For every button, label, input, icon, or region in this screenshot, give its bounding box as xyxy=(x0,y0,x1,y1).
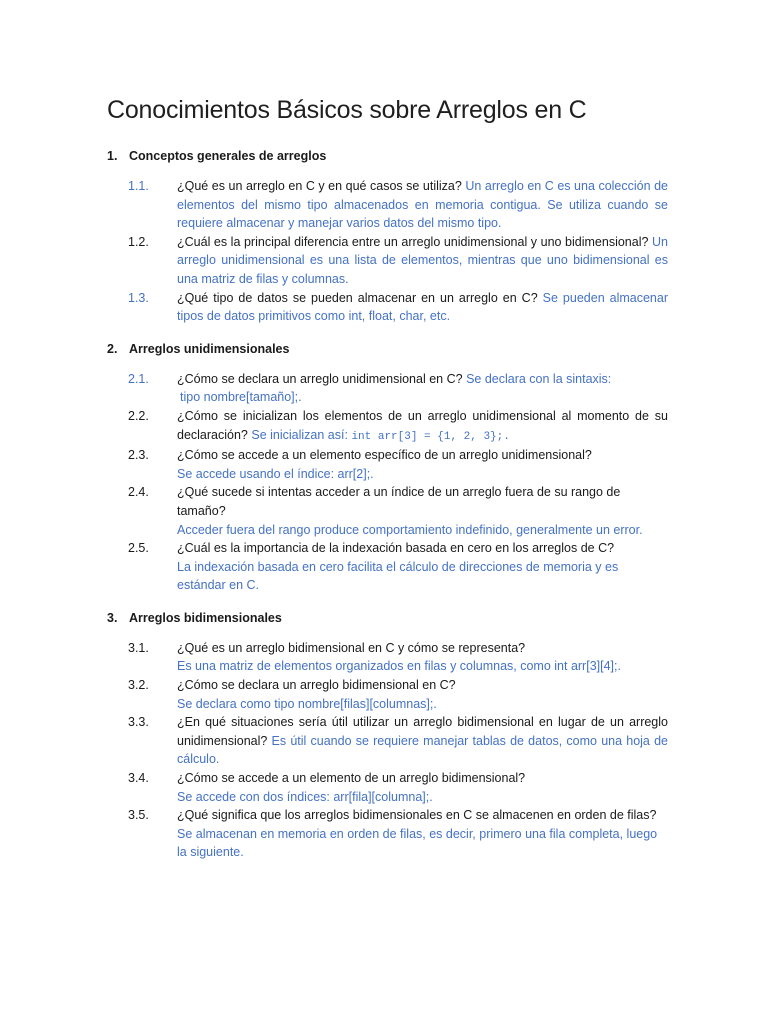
section-title: Arreglos unidimensionales xyxy=(129,341,290,356)
item-number: 2.5. xyxy=(128,541,149,556)
section-1 xyxy=(107,149,668,326)
question-text: ¿Cómo se declara un arreglo unidimensional en C? xyxy=(177,371,463,386)
item-body xyxy=(177,233,668,289)
answer-text: Un arreglo en C es una colección de elementos del mismo tipo almacenados en memoria contigua. Se utiliza cuando se requiere almacenar y manejar varios datos del mismo tipo. xyxy=(177,179,668,231)
answer-text: Un arreglo unidimensional es una lista de elementos, mientras que uno bidimensional es una matriz de filas y columnas. xyxy=(177,234,668,286)
question-text: ¿Cuál es la importancia de la indexación basada en cero en los arreglos de C? xyxy=(177,541,615,556)
item-number: 2.2. xyxy=(128,408,149,423)
answer-text: Se accede con dos índices: arr[fila][columna];. xyxy=(177,789,433,804)
answer-text: Es una matriz de elementos organizados en filas y columnas, como int arr[3][4];. xyxy=(177,659,621,674)
item-body xyxy=(177,539,668,595)
list-item xyxy=(107,483,668,539)
item-body xyxy=(177,289,668,326)
item-number: 2.3. xyxy=(128,448,149,463)
section-3 xyxy=(107,611,668,862)
question-text: ¿Cómo se accede a un elemento de un arreglo bidimensional? xyxy=(177,771,526,786)
section-heading xyxy=(107,149,668,163)
item-number: 1.1. xyxy=(128,179,149,193)
item-body xyxy=(177,446,668,483)
item-body xyxy=(177,370,668,407)
section-title: Conceptos generales de arreglos xyxy=(129,149,327,163)
question-text: ¿Cuál es la principal diferencia entre un arreglo unidimensional y uno bidimensional? xyxy=(177,234,649,249)
answer-text: La indexación basada en cero facilita el cálculo de direcciones de memoria y es estándar en C. xyxy=(177,559,619,593)
list-item xyxy=(107,539,668,595)
item-body xyxy=(177,769,668,806)
item-number: 3.3. xyxy=(128,715,149,730)
list-item xyxy=(107,639,668,676)
answer-text: Se declara con la sintaxis: xyxy=(466,371,612,386)
item-body xyxy=(177,676,668,713)
section-number: 2. xyxy=(107,341,118,356)
item-body xyxy=(177,713,668,769)
question-text: ¿Qué es un arreglo bidimensional en C y cómo se representa? xyxy=(177,640,526,655)
section-number: 3. xyxy=(107,610,118,625)
list-item xyxy=(107,370,668,407)
item-number: 3.2. xyxy=(128,678,149,693)
list-item xyxy=(107,233,668,289)
section-title: Arreglos bidimensionales xyxy=(129,610,282,625)
question-text: ¿Cómo se declara un arreglo bidimensional en C? xyxy=(177,678,456,693)
answer-text: Es útil cuando se requiere manejar tablas de datos, como una hoja de cálculo. xyxy=(177,733,668,767)
answer-text: Se pueden almacenar tipos de datos primitivos como int, float, char, etc. xyxy=(177,290,668,324)
item-body xyxy=(177,483,668,539)
question-list xyxy=(107,177,668,326)
list-item xyxy=(107,407,668,446)
item-number: 3.4. xyxy=(128,771,149,786)
question-text: ¿Cómo se accede a un elemento específico de un arreglo unidimensional? xyxy=(177,448,592,463)
list-item xyxy=(107,713,668,769)
item-number: 3.1. xyxy=(128,640,149,655)
list-item xyxy=(107,806,668,862)
question-list xyxy=(107,370,668,595)
question-text: ¿En qué situaciones sería útil utilizar un arreglo bidimensional en lugar de un arreglo unidimensional? xyxy=(177,715,668,748)
item-body xyxy=(177,639,668,676)
answer-text: Se accede usando el índice: arr[2];. xyxy=(177,466,374,481)
item-number: 2.4. xyxy=(128,485,149,500)
item-number: 1.2. xyxy=(128,234,149,249)
list-item xyxy=(107,289,668,326)
section-heading xyxy=(107,611,668,625)
answer-code: int arr[3] = {1, 2, 3};. xyxy=(351,430,510,443)
list-item xyxy=(107,446,668,483)
section-number: 1. xyxy=(107,149,118,163)
item-body xyxy=(177,806,668,862)
question-text: ¿Qué es un arreglo en C y en qué casos se utiliza? xyxy=(177,179,462,193)
list-item xyxy=(107,676,668,713)
list-item xyxy=(107,177,668,233)
question-text: ¿Qué significa que los arreglos bidimensionales en C se almacenen en orden de filas? xyxy=(177,808,657,823)
answer-text: Acceder fuera del rango produce comportamiento indefinido, generalmente un error. xyxy=(177,522,643,537)
section-2 xyxy=(107,342,668,595)
question-text: ¿Qué tipo de datos se pueden almacenar en un arreglo en C? xyxy=(177,290,538,305)
item-number: 2.1. xyxy=(128,371,149,386)
section-heading xyxy=(107,342,668,356)
item-body xyxy=(177,407,668,446)
answer-syntax: tipo nombre[tamaño];. xyxy=(180,390,302,405)
answer-text: Se inicializan así: xyxy=(251,427,348,442)
document-title: Conocimientos Básicos sobre Arreglos en C xyxy=(107,96,587,124)
item-number: 3.5. xyxy=(128,808,149,823)
answer-text: Se declara como tipo nombre[filas][columnas];. xyxy=(177,696,437,711)
question-text: ¿Cómo se inicializan los elementos de un arreglo unidimensional al momento de su declaración? xyxy=(177,408,668,442)
answer-text: Se almacenan en memoria en orden de filas, es decir, primero una fila completa, luego la siguiente. xyxy=(177,826,658,860)
question-list xyxy=(107,639,668,862)
item-number: 1.3. xyxy=(128,290,149,305)
list-item xyxy=(107,769,668,806)
question-text: ¿Qué sucede si intentas acceder a un índice de un arreglo fuera de su rango de tamaño? xyxy=(177,485,621,518)
item-body xyxy=(177,177,668,233)
